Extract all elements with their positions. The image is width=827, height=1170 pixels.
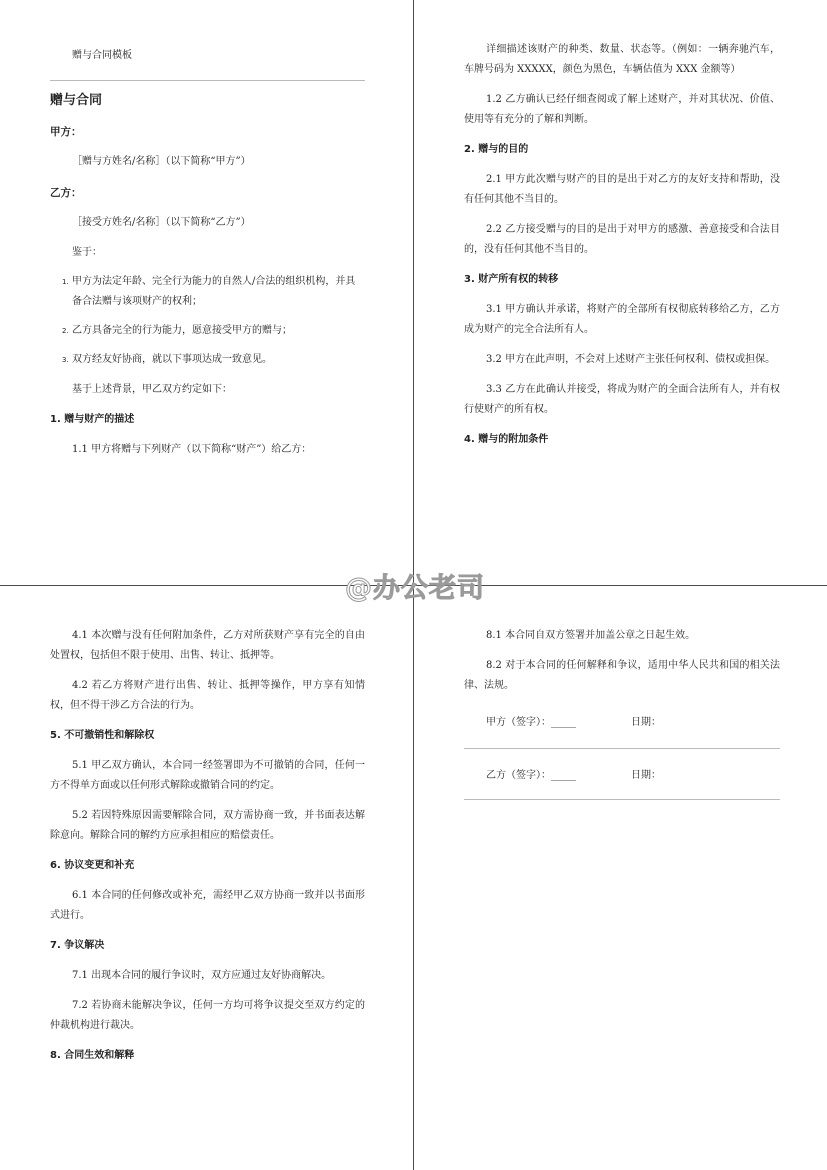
clause-3-2: 3.2 甲方在此声明，不会对上述财产主张任何权利、债权或担保。 bbox=[486, 354, 776, 365]
signature-divider bbox=[464, 799, 780, 800]
template-title: 赠与合同模板 bbox=[72, 50, 132, 61]
basis-text: 基于上述背景，甲乙双方约定如下： bbox=[72, 384, 232, 395]
clause-1-1: 1.1 甲方将赠与下列财产（以下简称“财产”）给乙方： bbox=[72, 444, 312, 455]
clause-2-2: 2.2 乙方接受赠与的目的是出于对甲方的感激、善意接受和合法目的，没有任何其他不当目的。 bbox=[464, 224, 780, 255]
party-a-description: ［赠与方姓名/名称］（以下简称“甲方”） bbox=[72, 156, 251, 167]
whereas-item bbox=[50, 321, 365, 341]
page-2 bbox=[464, 40, 780, 450]
whereas-label: 鉴于： bbox=[72, 247, 102, 258]
party-b-label: 乙方： bbox=[50, 187, 82, 199]
item-text: 乙方具备完全的行为能力，愿意接受甲方的赠与； bbox=[72, 325, 292, 336]
item-number: 3. bbox=[62, 356, 69, 364]
signature-row-party-a bbox=[464, 708, 780, 738]
clause-8-1: 8.1 本合同自双方签署并加盖公章之日起生效。 bbox=[486, 630, 696, 641]
clause-2-1: 2.1 甲方此次赠与财产的目的是出于对乙方的友好支持和帮助，没有任何其他不当目的。 bbox=[464, 174, 780, 205]
clause-3-1: 3.1 甲方确认并承诺，将财产的全部所有权彻底转移给乙方，乙方成为财产的完全合法所有人。 bbox=[464, 304, 780, 335]
clause-5-2: 5.2 若因特殊原因需要解除合同，双方需协商一致，并书面表达解除意向。解除合同的解约方应承担相应的赔偿责任。 bbox=[50, 810, 365, 841]
party-a-signature: 甲方（签字）：_____ bbox=[486, 717, 576, 728]
section-8-title: 8. 合同生效和解释 bbox=[50, 1050, 135, 1061]
item-text: 甲方为法定年龄、完全行为能力的自然人/合法的组织机构，并具备合法赠与该项财产的权利； bbox=[72, 276, 356, 307]
signature-row-party-b bbox=[464, 761, 780, 791]
clause-7-1: 7.1 出现本合同的履行争议时，双方应通过友好协商解决。 bbox=[72, 970, 332, 981]
clause-4-2: 4.2 若乙方将财产进行出售、转让、抵押等操作，甲方享有知情权，但不得干涉乙方合法的行为。 bbox=[50, 680, 365, 711]
page-3 bbox=[50, 626, 365, 1066]
section-5-title: 5. 不可撤销性和解除权 bbox=[50, 730, 155, 741]
section-4-title: 4. 赠与的附加条件 bbox=[464, 434, 549, 445]
section-6-title: 6. 协议变更和补充 bbox=[50, 860, 135, 871]
item-number: 2. bbox=[62, 327, 69, 335]
clause-5-1: 5.1 甲乙双方确认，本合同一经签署即为不可撤销的合同，任何一方不得单方面或以任何形式解除或撤销合同的约定。 bbox=[50, 760, 365, 791]
property-description: 详细描述该财产的种类、数量、状态等。（例如：一辆奔驰汽车，车牌号码为 XXXXX，颜色为黑色，车辆估值为 XXX 金额等） bbox=[464, 44, 780, 75]
whereas-item bbox=[50, 272, 365, 312]
signature-divider bbox=[464, 748, 780, 749]
item-number: 1. bbox=[62, 278, 69, 286]
clause-3-3: 3.3 乙方在此确认并接受，将成为财产的全面合法所有人，并有权行使财产的所有权。 bbox=[464, 384, 780, 415]
party-a-date: 日期： bbox=[631, 717, 661, 728]
section-7-title: 7. 争议解决 bbox=[50, 940, 105, 951]
party-b-description: ［接受方姓名/名称］（以下简称“乙方”） bbox=[72, 217, 251, 228]
section-3-title: 3. 财产所有权的转移 bbox=[464, 274, 559, 285]
clause-1-2: 1.2 乙方确认已经仔细查阅或了解上述财产，并对其状况、价值、使用等有充分的了解和判断。 bbox=[464, 94, 780, 125]
section-2-title: 2. 赠与的目的 bbox=[464, 144, 529, 155]
party-b-signature: 乙方（签字）：_____ bbox=[486, 770, 576, 781]
party-b-date: 日期： bbox=[631, 770, 661, 781]
item-text: 双方经友好协商，就以下事项达成一致意见。 bbox=[72, 354, 272, 365]
whereas-item bbox=[50, 350, 365, 370]
clause-7-2: 7.2 若协商未能解决争议，任何一方均可将争议提交至双方约定的仲裁机构进行裁决。 bbox=[50, 1000, 365, 1031]
document-title: 赠与合同 bbox=[50, 80, 365, 111]
clause-8-2: 8.2 对于本合同的任何解释和争议，适用中华人民共和国的相关法律、法规。 bbox=[464, 660, 780, 691]
clause-6-1: 6.1 本合同的任何修改或补充，需经甲乙双方协商一致并以书面形式进行。 bbox=[50, 890, 365, 921]
page-4 bbox=[464, 626, 780, 800]
party-a-label: 甲方： bbox=[50, 126, 82, 138]
watermark: @办公老司 bbox=[345, 572, 485, 604]
clause-4-1: 4.1 本次赠与没有任何附加条件，乙方对所获财产享有完全的自由处置权，包括但不限于使用、出售、转让、抵押等。 bbox=[50, 630, 365, 661]
section-1-title: 1. 赠与财产的描述 bbox=[50, 414, 135, 425]
page-1 bbox=[50, 40, 365, 460]
